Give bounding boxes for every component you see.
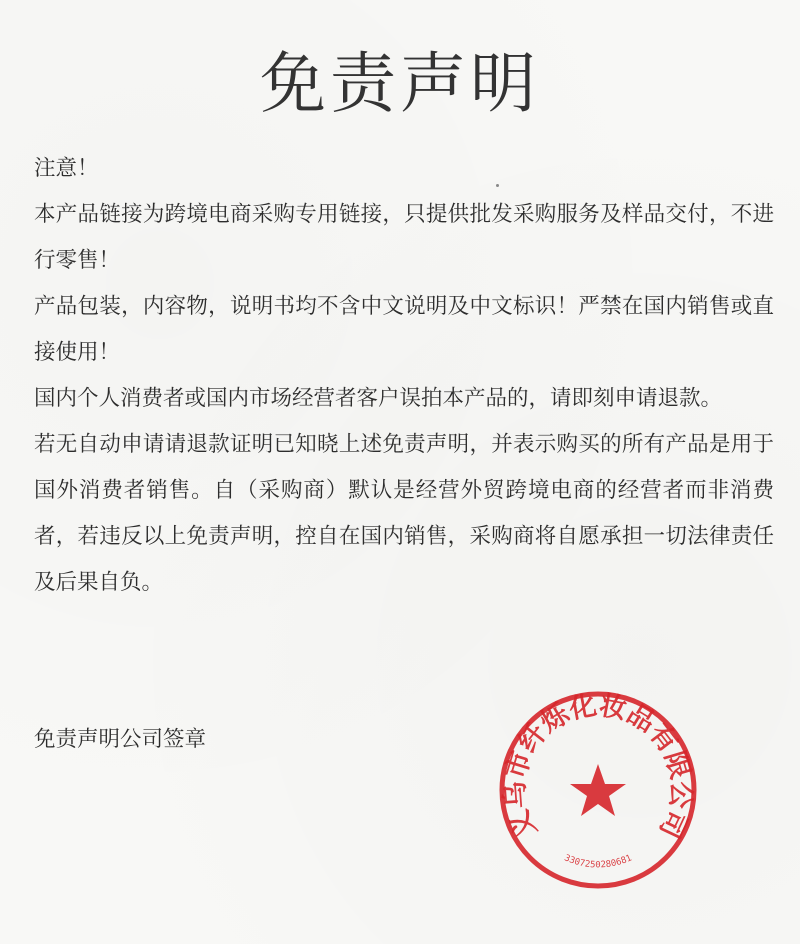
seal-number: 3307250280681 (562, 853, 634, 871)
signature-line: 免责声明公司签章 (34, 727, 207, 752)
paragraph-packaging: 产品包装，内容物，说明书均不含中文说明及中文标识！严禁在国内销售或直接使用！ (34, 294, 774, 365)
paragraph-liability: 若无自动申请请退款证明已知晓上述免责声明，并表示购买的所有产品是用于国外消费者销售。自（采购商）默认是经营外贸跨境电商的经营者而非消费者，若违反以上免责声明，控自在国内销售，采购商将自愿承担一切法律责任及后果自负。 (34, 432, 774, 595)
seal-star-icon (570, 764, 626, 816)
document-title: 免责声明 (260, 45, 540, 122)
document-body (34, 146, 774, 606)
paragraph-wholesale: 本产品链接为跨境电商采购专用链接，只提供批发采购服务及样品交付，不进行零售！ (34, 202, 774, 273)
seal-company-name: 义乌市纤烁化妆品有限公司 (499, 690, 697, 843)
paragraph-refund: 国内个人消费者或国内市场经营者客户误拍本产品的，请即刻申请退款。 (34, 386, 723, 411)
company-seal (496, 688, 700, 892)
paragraph-notice: 注意！ (34, 156, 99, 181)
scan-speck (496, 184, 499, 187)
